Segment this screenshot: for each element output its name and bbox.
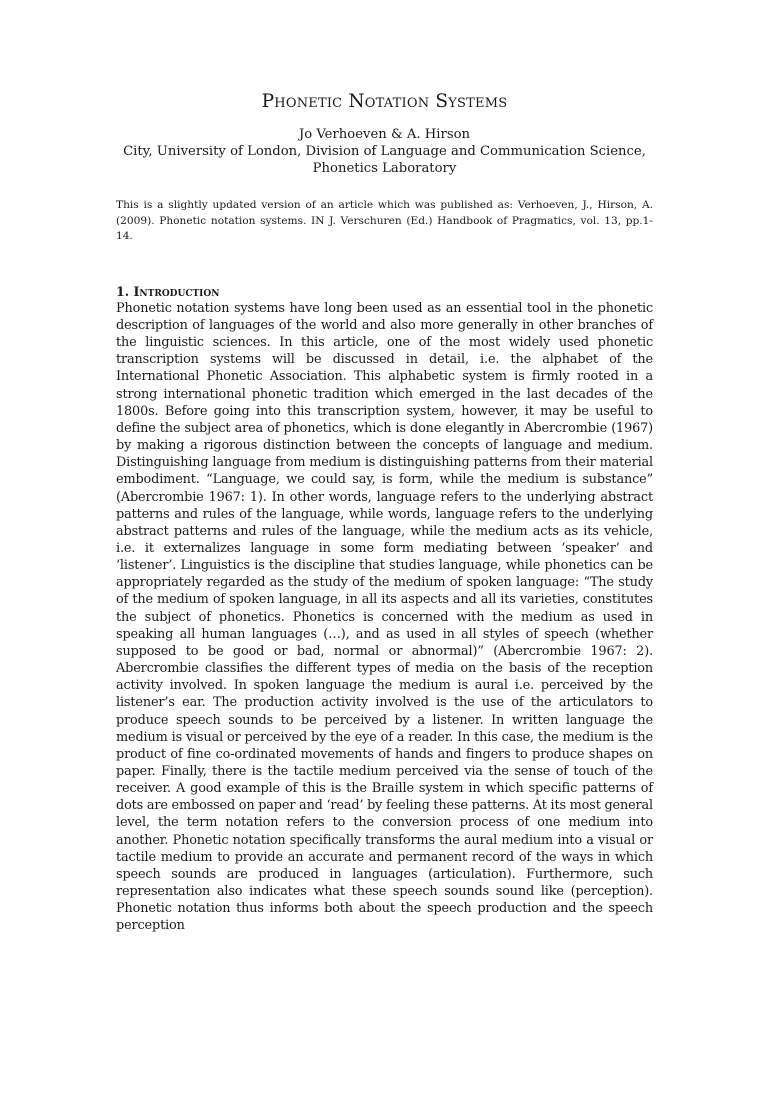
publication-note: This is a slightly updated version of an article which was published as: Verhoeven, J., Hirson, A. (2009). Phonetic notation systems. IN J. Verschuren (Ed.) Handbook of Pragmatics, vol. 13, pp.1-14. <box>116 199 653 243</box>
section-body: Phonetic notation systems have long been used as an essential tool in the phonetic description of languages of the world and also more generally in other branches of the linguistic sciences. In this article, one of the most widely used phonetic transcription systems will be discussed in detail, i.e. the alphabet of the International Phonetic Association. This alphabetic system is firmly rooted in a strong international phonetic tradition which emerged in the last decades of the 1800s. Before going into this transcription system, however, it may be useful to define the subject area of phonetics, which is done elegantly in Abercrombie (1967) by making a rigorous distinction between the concepts of language and medium. Distinguishing language from medium is distinguishing patterns from their material embodiment. “Language, we could say, is form, while the medium is substance” (Abercrombie 1967: 1). In other words, language refers to the underlying abstract patterns and rules of the language, while words, language refers to the underlying abstract patterns and rules of the language, while the medium acts as its vehicle, i.e. it externalizes language in some form mediating between ‘speaker’ and ‘listener’. Linguistics is the discipline that studies language, while phonetics can be appropriately regarded as the study of the medium of spoken language: “The study of the medium of spoken language, in all its aspects and all its varieties, constitutes the subject of phonetics. Phonetics is concerned with the medium as used in speaking all human languages (…), and as used in all styles of speech (whether supposed to be good or bad, normal or abnormal)” (Abercrombie 1967: 2). Abercrombie classifies the different types of media on the basis of the reception activity involved. In spoken language the medium is aural i.e. perceived by the listener’s ear. The production activity involved is the use of the articulators to produce speech sounds to be perceived by a listener. In written language the medium is visual or perceived by the eye of a reader. In this case, the medium is the product of fine co-ordinated movements of hands and fingers to produce shapes on paper. Finally, there is the tactile medium perceived via the sense of touch of the receiver. A good example of this is the Braille system in which specific patterns of dots are embossed on paper and ‘read’ by feeling these patterns. At its most general level, the term notation refers to the conversion process of one medium into another. Phonetic notation specifically transforms the aural medium into a visual or tactile medium to provide an accurate and permanent record of the ways in which speech sounds are produced in languages (articulation). Furthermore, such representation also indicates what these speech sounds sound like (perception). Phonetic notation thus informs both about the speech production and the speech perception <box>116 300 653 934</box>
document-page <box>0 88 768 1112</box>
affiliation-line: Phonetics Laboratory <box>312 161 457 176</box>
author-names: Jo Verhoeven & A. Hirson <box>298 127 471 142</box>
section-heading: 1. Introduction <box>116 283 220 299</box>
document-title: Phonetic Notation Systems <box>261 91 508 112</box>
affiliation-line: City, University of London, Division of Language and Communication Science, <box>123 144 646 159</box>
author-block <box>116 126 653 177</box>
